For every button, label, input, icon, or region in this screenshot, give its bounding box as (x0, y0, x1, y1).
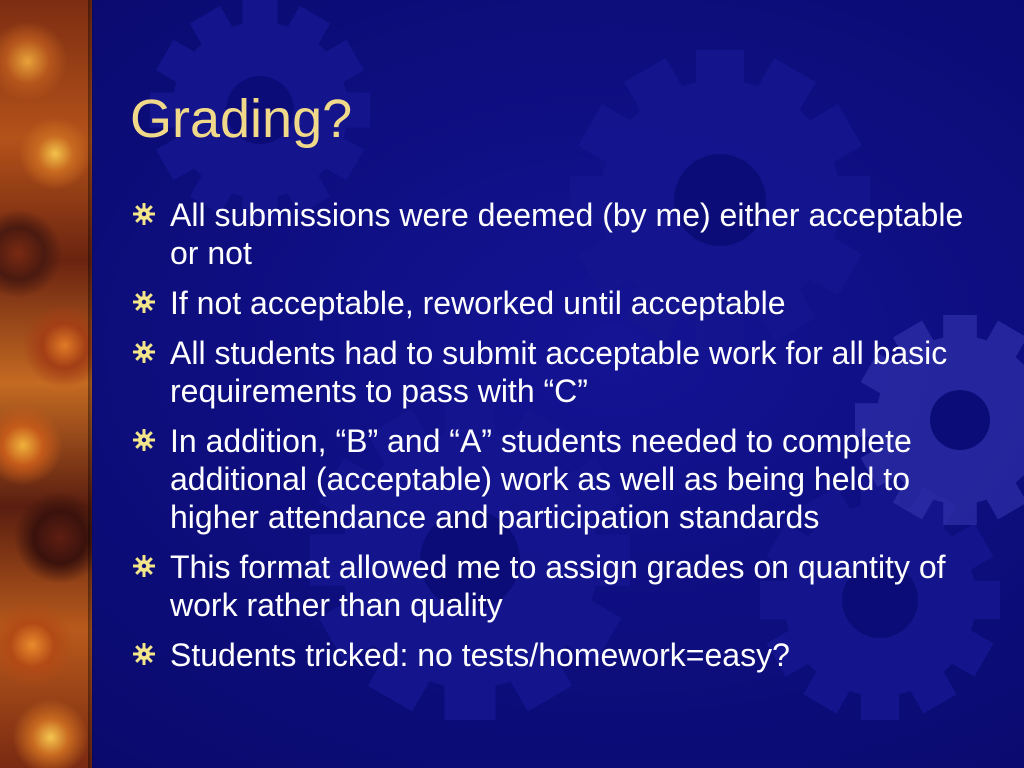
gear-bullet-icon (132, 340, 156, 364)
bullet-text: In addition, “B” and “A” students needed to complete additional (acceptable) work as well as being held to higher attendance and participation standards (170, 423, 912, 535)
bullet-item (130, 196, 1000, 272)
bullet-item (130, 422, 1000, 536)
decorative-image-strip (0, 0, 92, 768)
bullet-item (130, 284, 1000, 322)
slide-title: Grading? (130, 89, 353, 149)
gear-bullet-icon (132, 554, 156, 578)
bullet-text: All submissions were deemed (by me) either acceptable or not (170, 197, 964, 271)
bullet-text: This format allowed me to assign grades on quantity of work rather than quality (170, 549, 946, 623)
gear-bullet-icon (132, 202, 156, 226)
bullet-item (130, 636, 1000, 674)
bullet-text: Students tricked: no tests/homework=easy? (170, 637, 790, 673)
bullet-item (130, 548, 1000, 624)
bullet-text: If not acceptable, reworked until acceptable (170, 285, 786, 321)
gear-bullet-icon (132, 428, 156, 452)
bullet-item (130, 334, 1000, 410)
gear-bullet-icon (132, 290, 156, 314)
strip-shadow (88, 0, 94, 768)
gear-bullet-icon (132, 642, 156, 666)
bullet-text: All students had to submit acceptable work for all basic requirements to pass with “C” (170, 335, 948, 409)
bullet-list (130, 196, 1000, 686)
